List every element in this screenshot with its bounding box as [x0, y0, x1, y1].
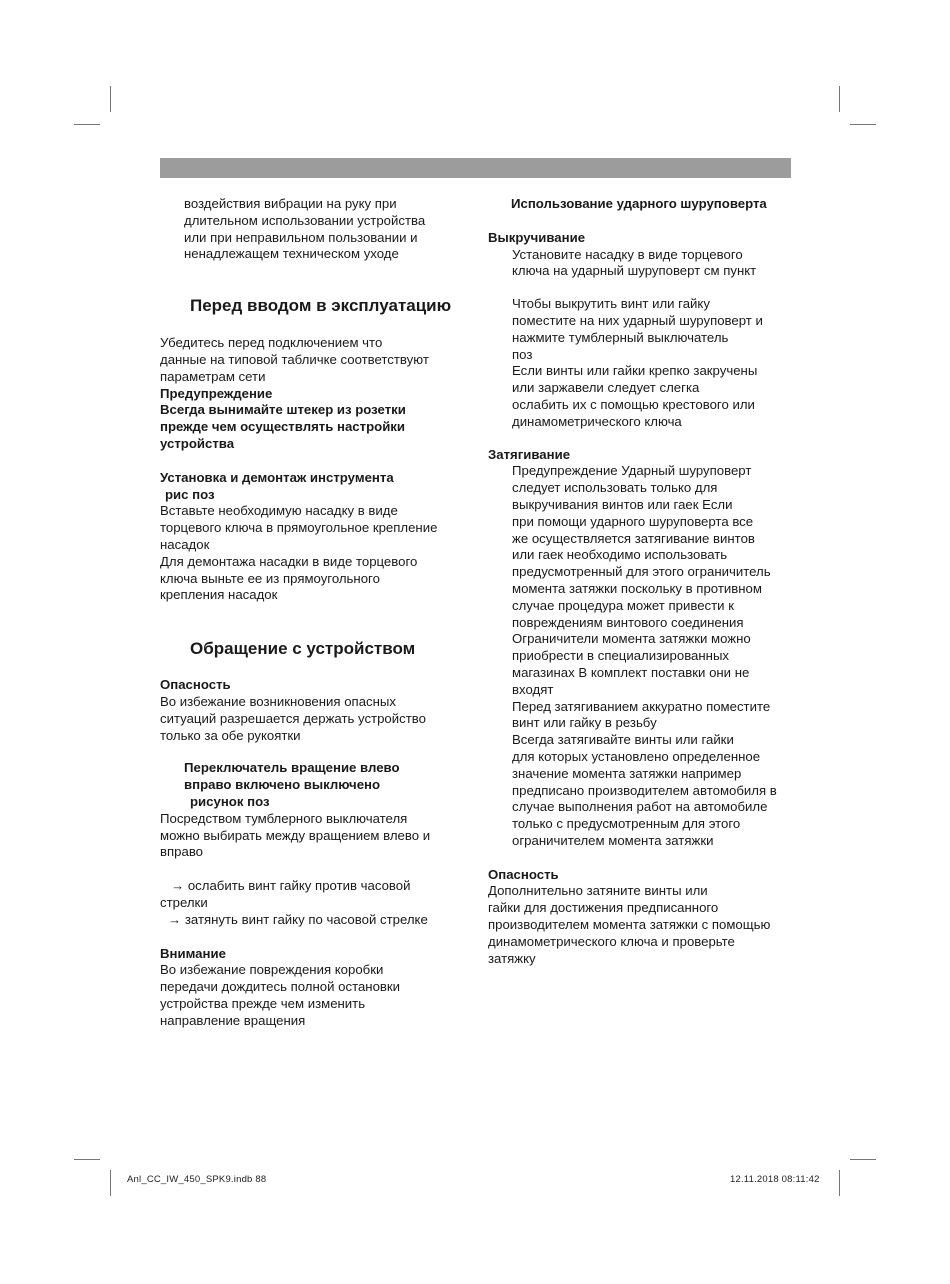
section-heading-startup: Перед вводом в эксплуатацию [190, 296, 452, 316]
intro-paragraph: воздействия вибрации на руку при длительном использовании устройства или при неправильном пользовании и ненадлежащем техническом уходе [184, 196, 426, 262]
attention-title: Внимание [160, 945, 226, 961]
crop-mark [850, 124, 876, 125]
crop-mark [839, 1170, 840, 1196]
footer-filename: Anl_CC_IW_450_SPK9.indb 88 [127, 1174, 267, 1185]
impact-wrench-usage-title: Использование ударного шуруповерта [511, 196, 767, 211]
section-heading-handling: Обращение с устройством [190, 639, 416, 659]
warning-text: Всегда вынимайте штекер из розетки прежде чем осуществлять настройки устройства [160, 402, 406, 451]
tighten-title: Затягивание [488, 446, 571, 462]
switch-title: Переключатель вращение влево вправо включено выключено рисунок поз [184, 760, 400, 809]
danger-paragraph: Во избежание возникновения опасных ситуаций разрешается держать устройство только за обе рукоятки [160, 693, 426, 743]
unscrew-step-1: Установите насадку в виде торцевого ключа на ударный шуруповерт см пункт [512, 246, 757, 279]
switch-paragraph: Посредством тумблерного выключателя можно выбирать между вращением влево и вправо [160, 810, 431, 860]
attention-paragraph: Во избежание повреждения коробки передачи дождитесь полной остановки устройства прежде чем изменить направление вращения [160, 962, 401, 1028]
unscrew-step-2: Чтобы выкрутить винт или гайку поместите на них ударный шуруповерт и нажмите тумблерный выключатель поз Если винты или гайки крепко закручены или заржавели следует слегка ослабить их с помощью крестового или динамометрического ключа [512, 296, 763, 429]
install-paragraph: Вставьте необходимую насадку в виде торцевого ключа в прямоугольное крепление насадок Для демонтажа насадки в виде торцевого ключа выньте ее из прямоугольного крепления насадок [160, 503, 438, 603]
loosen-instruction: → ослабить винт гайку против часовой стрелки [160, 878, 411, 910]
crop-mark [74, 1159, 100, 1160]
crop-mark [110, 86, 111, 112]
crop-mark [839, 86, 840, 112]
right-column [488, 196, 794, 967]
footer-datetime: 12.11.2018 08:11:42 [730, 1174, 820, 1185]
right-danger-title: Опасность [488, 866, 559, 882]
install-figure-ref: рис поз [165, 486, 215, 502]
crop-mark [110, 1170, 111, 1196]
danger-title: Опасность [160, 677, 231, 693]
warning-title: Предупреждение [160, 385, 273, 401]
crop-mark [74, 124, 100, 125]
crop-mark [850, 1159, 876, 1160]
install-title: Установка и демонтаж инструмента [160, 469, 394, 485]
header-bar [160, 158, 791, 178]
tighten-instruction: → затянуть винт гайку по часовой стрелке [168, 911, 428, 927]
left-column [160, 196, 460, 1029]
tighten-paragraph: Предупреждение Ударный шуруповерт следует использовать только для выкручивания винтов или гаек Если при помощи ударного шуруповерта все же осуществляется затягивание винтов или гаек необходимо использовать предусмотренный для этого ограничитель момента затяжки поскольку в противном случае процедура может привести к повреждениям винтового соединения Ограничители момента затяжки можно приобрести в специализированных магазинах В комплект поставки они не входят Перед затягиванием аккуратно поместите винт или гайку в резьбу Всегда затягивайте винты или гайки для которых установлено определенное значение момента затяжки например предписано производителем автомобиля в случае выполнения работ на автомобиле только с предусмотренным для этого ограничителем момента затяжки [512, 463, 777, 848]
right-danger-paragraph: Дополнительно затяните винты или гайки для достижения предписанного производителем момента затяжки с помощью динамометрического ключа и проверьте затяжку [488, 883, 771, 966]
unscrew-title: Выкручивание [488, 229, 586, 245]
check-paragraph: Убедитесь перед подключением что данные на типовой табличке соответствуют параметрам сети [160, 335, 429, 384]
